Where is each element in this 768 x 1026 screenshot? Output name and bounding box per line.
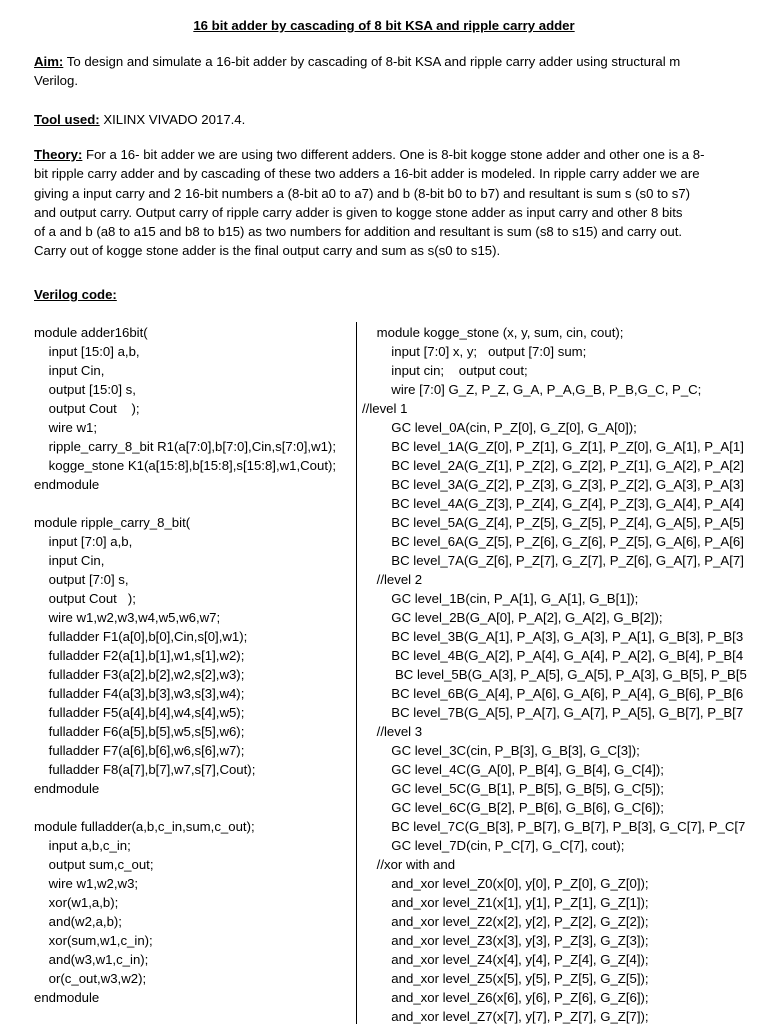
page-title: 16 bit adder by cascading of 8 bit KSA and ripple carry adder xyxy=(193,18,575,33)
code-line: BC level_2A(G_Z[1], P_Z[2], G_Z[2], P_Z[1], G_A[2], P_A[2] xyxy=(362,458,744,473)
code-line: output [15:0] s, xyxy=(34,382,136,397)
theory-text-line: For a 16- bit adder we are using two different adders. One is 8-bit kogge stone adder and other one is a 8- xyxy=(82,147,705,162)
code-line: BC level_3A(G_Z[2], P_Z[3], G_Z[3], P_Z[2], G_A[3], P_A[3] xyxy=(362,477,744,492)
theory-text-line: of a and b (a8 to a15 and b8 to b15) as two numbers for addition and resultant is sum (s8 to s15) and carry out. xyxy=(34,224,683,240)
code-line: GC level_7D(cin, P_C[7], G_C[7], cout); xyxy=(362,838,625,853)
code-line: GC level_2B(G_A[0], P_A[2], G_A[2], G_B[2]); xyxy=(362,610,663,625)
theory-text-line: and output carry. Output carry of ripple carry adder is given to kogge stone adder as input carry and other 8 bits xyxy=(34,204,683,220)
code-line: or(c_out,w3,w2); xyxy=(34,971,147,986)
code-line: and_xor level_Z5(x[5], y[5], P_Z[5], G_Z[5]); xyxy=(362,971,649,986)
code-line: ripple_carry_8_bit R1(a[7:0],b[7:0],Cin,s[7:0],w1); xyxy=(34,439,336,454)
code-line: wire [7:0] G_Z, P_Z, G_A, P_A,G_B, P_B,G_C, P_C; xyxy=(362,382,702,397)
code-line: wire w1,w2,w3,w4,w5,w6,w7; xyxy=(34,610,221,625)
code-line: input [7:0] x, y; output [7:0] sum; xyxy=(362,344,587,359)
code-line: fulladder F3(a[2],b[2],w2,s[2],w3); xyxy=(34,667,245,682)
code-line: GC level_0A(cin, P_Z[0], G_Z[0], G_A[0]); xyxy=(362,420,637,435)
tool-value: XILINX VIVADO 2017.4. xyxy=(99,112,246,127)
code-line: //xor with and xyxy=(362,857,456,872)
code-line: and(w3,w1,c_in); xyxy=(34,952,149,967)
code-line: input Cin, xyxy=(34,553,105,568)
tool-paragraph xyxy=(34,110,754,129)
aim-paragraph xyxy=(34,52,754,91)
theory-text-line: giving a input carry and 2 16-bit numbers a (8-bit a0 to a7) and b (8-bit b0 to b7) and resultant is sum s (s0 to s7) xyxy=(34,185,691,201)
code-line: input cin; output cout; xyxy=(362,363,528,378)
code-line: //level 1 xyxy=(362,401,408,416)
code-line: fulladder F5(a[4],b[4],w4,s[4],w5); xyxy=(34,705,245,720)
code-line: BC level_7C(G_B[3], P_B[7], G_B[7], P_B[3], G_C[7], P_C[7 xyxy=(362,819,746,834)
code-line: output Cout ); xyxy=(34,401,140,416)
aim-text-line: To design and simulate a 16-bit adder by cascading of 8-bit KSA and ripple carry adder using structural m xyxy=(63,54,681,69)
code-line: xor(sum,w1,c_in); xyxy=(34,933,153,948)
code-line: endmodule xyxy=(34,990,100,1005)
code-line: BC level_4B(G_A[2], P_A[4], G_A[4], P_A[2], G_B[4], P_B[4 xyxy=(362,648,744,663)
code-line: BC level_6B(G_A[4], P_A[6], G_A[6], P_A[4], G_B[6], P_B[6 xyxy=(362,686,744,701)
aim-text-line: Verilog. xyxy=(34,73,78,89)
code-line: fulladder F7(a[6],b[6],w6,s[6],w7); xyxy=(34,743,245,758)
code-line: wire w1; xyxy=(34,420,98,435)
code-line: and_xor level_Z6(x[6], y[6], P_Z[6], G_Z[6]); xyxy=(362,990,649,1005)
code-line: and_xor level_Z1(x[1], y[1], P_Z[1], G_Z[1]); xyxy=(362,895,649,910)
theory-text-line: Carry out of kogge stone adder is the final output carry and sum as s(s0 to s15). xyxy=(34,243,501,259)
code-line: GC level_5C(G_B[1], P_B[5], G_B[5], G_C[5]); xyxy=(362,781,664,796)
code-line: input [7:0] a,b, xyxy=(34,534,133,549)
code-line: xor(w1,a,b); xyxy=(34,895,119,910)
aim-label: Aim: xyxy=(34,54,64,69)
code-line: and_xor level_Z3(x[3], y[3], P_Z[3], G_Z[3]); xyxy=(362,933,649,948)
code-line: BC level_4A(G_Z[3], P_Z[4], G_Z[4], P_Z[3], G_A[4], P_A[4] xyxy=(362,496,744,511)
code-line: GC level_3C(cin, P_B[3], G_B[3], G_C[3]); xyxy=(362,743,640,758)
code-line xyxy=(34,494,352,513)
code-line: and_xor level_Z4(x[4], y[4], P_Z[4], G_Z[4]); xyxy=(362,952,649,967)
code-line: endmodule xyxy=(34,781,100,796)
code-line: output Cout ); xyxy=(34,591,136,606)
theory-label: Theory: xyxy=(34,147,83,162)
code-line: BC level_7B(G_A[5], P_A[7], G_A[7], P_A[5], G_B[7], P_B[7 xyxy=(362,705,744,720)
code-line: fulladder F6(a[5],b[5],w5,s[5],w6); xyxy=(34,724,245,739)
code-line: GC level_6C(G_B[2], P_B[6], G_B[6], G_C[6]); xyxy=(362,800,664,815)
code-line: fulladder F4(a[3],b[3],w3,s[3],w4); xyxy=(34,686,245,701)
theory-text-line: bit ripple carry adder and by cascading of these two adders a 16-bit adder is modeled. In ripple carry adder we are xyxy=(34,166,700,182)
code-line: GC level_4C(G_A[0], P_B[4], G_B[4], G_C[4]); xyxy=(362,762,664,777)
code-line: BC level_1A(G_Z[0], P_Z[1], G_Z[1], P_Z[0], G_A[1], P_A[1] xyxy=(362,439,744,454)
code-line xyxy=(34,798,352,817)
code-column-left xyxy=(34,323,352,1007)
code-line: output [7:0] s, xyxy=(34,572,129,587)
code-line: and_xor level_Z0(x[0], y[0], P_Z[0], G_Z[0]); xyxy=(362,876,649,891)
code-line: and_xor level_Z2(x[2], y[2], P_Z[2], G_Z[2]); xyxy=(362,914,649,929)
code-column-right xyxy=(362,323,768,1026)
code-line: and_xor level_Z7(x[7], y[7], P_Z[7], G_Z[7]); xyxy=(362,1009,649,1024)
code-line: BC level_7A(G_Z[6], P_Z[7], G_Z[7], P_Z[6], G_A[7], P_A[7] xyxy=(362,553,744,568)
code-line: module kogge_stone (x, y, sum, cin, cout); xyxy=(362,325,624,340)
code-line: module adder16bit( xyxy=(34,325,148,340)
code-line: fulladder F2(a[1],b[1],w1,s[1],w2); xyxy=(34,648,245,663)
tool-label: Tool used: xyxy=(34,112,100,127)
code-line: //level 3 xyxy=(362,724,423,739)
code-line: fulladder F8(a[7],b[7],w7,s[7],Cout); xyxy=(34,762,256,777)
code-line: BC level_6A(G_Z[5], P_Z[6], G_Z[6], P_Z[5], G_A[6], P_A[6] xyxy=(362,534,744,549)
code-line: wire w1,w2,w3; xyxy=(34,876,139,891)
code-line: module ripple_carry_8_bit( xyxy=(34,515,191,530)
code-line: BC level_3B(G_A[1], P_A[3], G_A[3], P_A[1], G_B[3], P_B[3 xyxy=(362,629,744,644)
code-line: input a,b,c_in; xyxy=(34,838,131,853)
code-line: kogge_stone K1(a[15:8],b[15:8],s[15:8],w1,Cout); xyxy=(34,458,337,473)
code-line: //level 2 xyxy=(362,572,423,587)
code-line: BC level_5A(G_Z[4], P_Z[5], G_Z[5], P_Z[4], G_A[5], P_A[5] xyxy=(362,515,744,530)
verilog-code-heading: Verilog code: xyxy=(34,287,117,302)
theory-paragraph xyxy=(34,145,754,261)
code-line: endmodule xyxy=(34,477,100,492)
code-line: fulladder F1(a[0],b[0],Cin,s[0],w1); xyxy=(34,629,248,644)
code-line: BC level_5B(G_A[3], P_A[5], G_A[5], P_A[3], G_B[5], P_B[5 xyxy=(362,667,747,682)
code-line: output sum,c_out; xyxy=(34,857,154,872)
code-line: input Cin, xyxy=(34,363,105,378)
code-line: and(w2,a,b); xyxy=(34,914,122,929)
code-line: input [15:0] a,b, xyxy=(34,344,140,359)
column-divider xyxy=(356,322,357,1024)
code-line: GC level_1B(cin, P_A[1], G_A[1], G_B[1]); xyxy=(362,591,639,606)
code-line: module fulladder(a,b,c_in,sum,c_out); xyxy=(34,819,255,834)
